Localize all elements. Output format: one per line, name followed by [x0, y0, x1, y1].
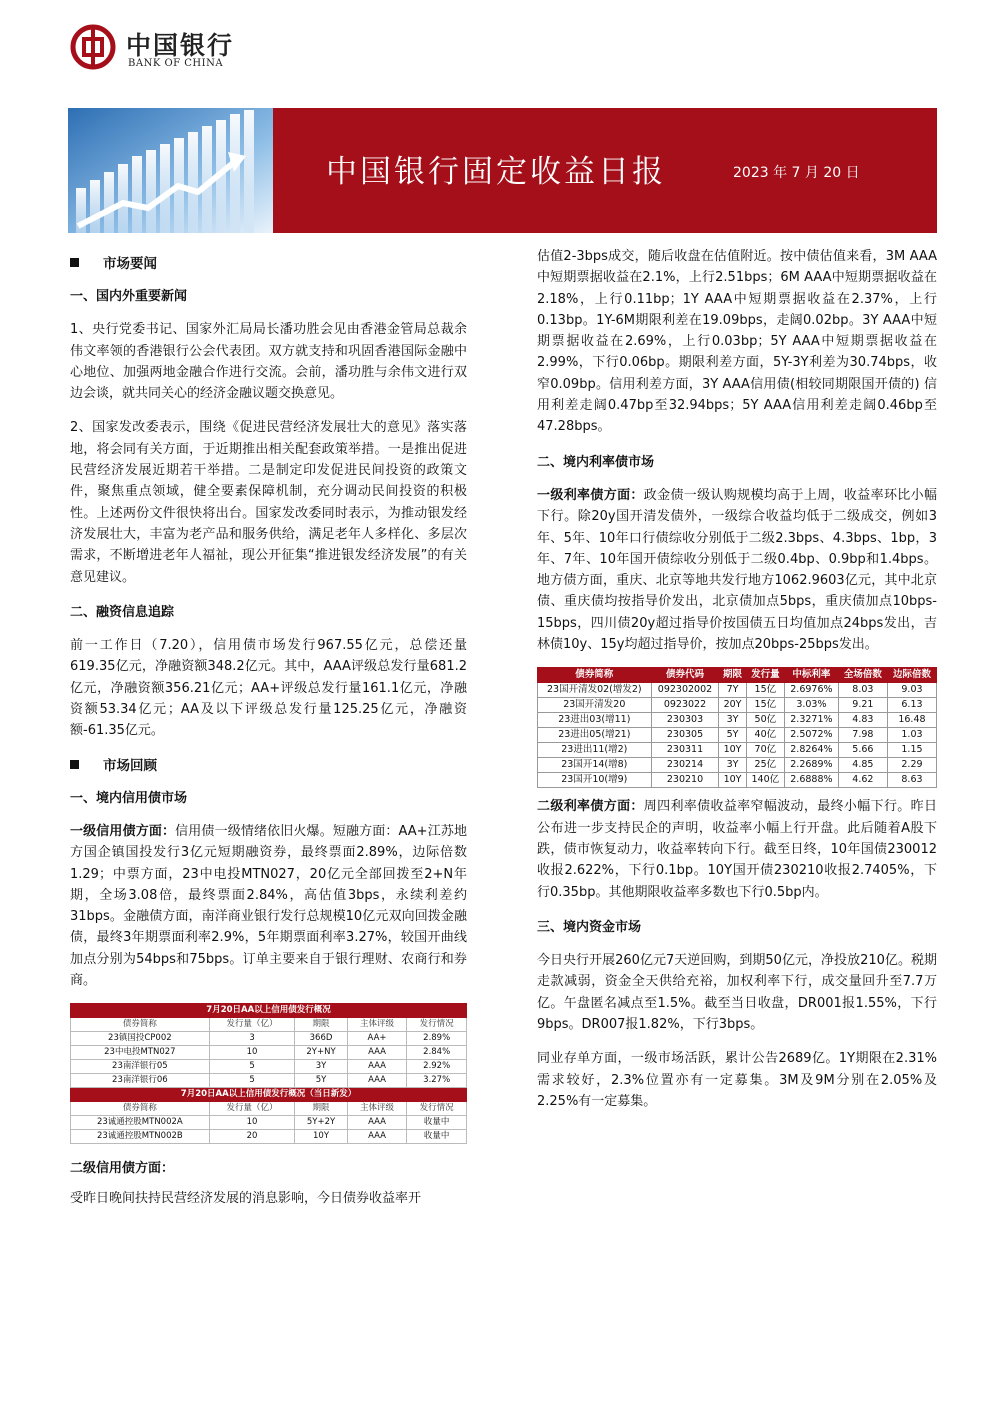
table-cell: 5Y	[295, 1074, 347, 1088]
subheading-domestic-news: 一、国内外重要新闻	[70, 289, 188, 304]
secondary-rate-lead: 二级利率债方面：	[537, 799, 644, 815]
cd-market-paragraph: 同业存单方面，一级市场活跃，累计公告2689亿。1Y期限在2.31%需求较好，2.3%位置亦有一定募集。3M及9M分别在2.05%及2.25%有一定募集。	[537, 1051, 937, 1109]
table-cell: 092302002	[651, 683, 719, 698]
table-header-cell: 主体评级	[347, 1018, 407, 1032]
table-cell: 8.63	[887, 773, 936, 788]
table-cell: 3Y	[719, 713, 746, 728]
table-cell: 2.92%	[407, 1060, 467, 1074]
table-header-cell: 债券简称	[538, 668, 652, 683]
table-row	[71, 1060, 467, 1074]
table-header-cell: 期限	[295, 1102, 347, 1116]
table-row	[538, 758, 937, 773]
table-cell: 2.29	[887, 758, 936, 773]
table-row	[538, 728, 937, 743]
table-cell: 40亿	[746, 728, 784, 743]
table-cell: 3.03%	[784, 698, 838, 713]
news-paragraph-1: 1、央行党委书记、国家外汇局局长潘功胜会见由香港金管局总裁余伟文率领的香港银行公会代表团。双方就支持和巩固香港国际金融中心地位、加强两地金融合作进行交流。会前，潘功胜与余伟文进行双边会谈，就共同关心的经济金融议题交换意见。	[70, 322, 467, 402]
table-header-cell: 发行情况	[407, 1102, 467, 1116]
table-header-cell: 期限	[295, 1018, 347, 1032]
primary-rate-paragraph: 一级利率债方面：政金债一级认购规模均高于上周，收益率环比小幅下行。除20y国开清发债外，一级综合收益均低于二级成交，例如3年、5年、10年口行债综收分别低于二级2.3bps、4.3bps、1bp，3年、7年、10年国开债综收分别低于二级0.4bp、0.9bp和1.4bps。地方债方面，重庆、北京等地共发行地方1062.9603亿元，其中北京债、重庆债均按指导价发出，北京债加点5bps，重庆债加点10bps-15bps，四川债20y超过指导价按国债五日均值加点24bps发出，吉林债10y、15y均超过指导价，按加点20bps-25bps发出。	[537, 487, 937, 653]
table-row	[71, 1074, 467, 1088]
table-header-cell: 发行情况	[407, 1018, 467, 1032]
secondary-credit-lead-line	[70, 1158, 467, 1179]
table-header-cell: 边际倍数	[887, 668, 936, 683]
table-caption: 7月20日AA以上信用债发行概况	[71, 1004, 467, 1018]
table-cell: 230210	[651, 773, 719, 788]
table-row	[538, 698, 937, 713]
table-header-cell: 发行量（亿）	[209, 1018, 295, 1032]
table-cell: 4.85	[838, 758, 887, 773]
primary-credit-lead: 一级信用债方面：	[70, 823, 176, 839]
table-header-cell: 债券代码	[651, 668, 719, 683]
table-header-cell: 发行量（亿）	[209, 1102, 295, 1116]
table-cell: 1.03	[887, 728, 936, 743]
table-header-cell: 主体评级	[347, 1102, 407, 1116]
table-cell: 140亿	[746, 773, 784, 788]
bank-of-china-emblem-icon	[70, 24, 116, 70]
table-cell: 2.6888%	[784, 773, 838, 788]
table-cell: AAA	[347, 1074, 407, 1088]
table-cell: 23进出03(增11)	[538, 713, 652, 728]
table-header-cell: 债券简称	[71, 1018, 210, 1032]
table-cell: 23国开14(增8)	[538, 758, 652, 773]
table-cell: 5	[209, 1074, 295, 1088]
right-column	[537, 246, 937, 1112]
table-cell: 20Y	[719, 698, 746, 713]
table-row	[538, 713, 937, 728]
table-cell: 230311	[651, 743, 719, 758]
bank-name-en: BANK OF CHINA	[128, 58, 224, 69]
section-heading-market-review: 市场回顾	[70, 756, 467, 778]
table-cell: 收量中	[407, 1130, 467, 1144]
primary-credit-paragraph: 一级信用债方面：信用债一级情绪依旧火爆。短融方面：AA+江苏地方国企镇国投发行3亿元短期融资券，最终票面2.89%，边际倍数1.29；中票方面，23中电投MTN027，20亿元全部回拨至2+N年期，全场3.08倍，最终票面2.84%，高估值3bps，永续利差约31bps。金融债方面，南洋商业银行发行总规模10亿元双向回拨金融债，最终3年期票面利率2.9%，5年期票面利率3.27%，较国开曲线加点分别为54bps和75bps。订单主要来自于银行理财、农商行和券商。	[70, 823, 467, 989]
table-cell: 23进出11(增2)	[538, 743, 652, 758]
table-cell: 23国开10(增9)	[538, 773, 652, 788]
table-cell: 20	[209, 1130, 295, 1144]
table-cell: 2.8264%	[784, 743, 838, 758]
table-cell: 2.3271%	[784, 713, 838, 728]
table-header-row	[71, 1102, 467, 1116]
table-cell: 2.2689%	[784, 758, 838, 773]
report-date: 2023 年 7 月 20 日	[733, 165, 860, 181]
subheading-money-market: 三、境内资金市场	[537, 919, 642, 935]
table-row	[71, 1032, 467, 1046]
credit-issuance-table	[70, 1003, 467, 1144]
table-header-row	[538, 668, 937, 683]
table-cell: 4.83	[838, 713, 887, 728]
table-cell: 230305	[651, 728, 719, 743]
table-cell: AAA	[347, 1116, 407, 1130]
table-cell: 5	[209, 1060, 295, 1074]
bank-logo	[70, 22, 270, 72]
rate-bond-issuance-table	[537, 667, 937, 788]
table-cell: 70亿	[746, 743, 784, 758]
table-cell: 9.03	[887, 683, 936, 698]
table-cell: 15亿	[746, 698, 784, 713]
table-cell: AAA	[347, 1130, 407, 1144]
primary-rate-lead: 一级利率债方面：	[537, 487, 644, 503]
table-cell: 2.6976%	[784, 683, 838, 698]
table-cell: AAA	[347, 1060, 407, 1074]
table-cell: 5.66	[838, 743, 887, 758]
table-cell: 50亿	[746, 713, 784, 728]
money-market-paragraph: 今日央行开展260亿元7天逆回购，到期50亿元，净投放210亿。税期走款减弱，资金全天供给充裕，加权利率下行，成交量回升至7.7万亿。午盘匿名减点至1.5%。截至当日收盘，DR001报1.55%，下行9bps。DR007报1.82%，下行3bps。	[537, 953, 937, 1033]
square-bullet-icon	[70, 258, 79, 267]
table-cell: 4.62	[838, 773, 887, 788]
table-cell: 23南洋银行06	[71, 1074, 210, 1088]
table-cell: 3Y	[719, 758, 746, 773]
table-cell: 230214	[651, 758, 719, 773]
table-cell: 23中电投MTN027	[71, 1046, 210, 1060]
table-cell: 366D	[295, 1032, 347, 1046]
table-cell: 9.21	[838, 698, 887, 713]
bank-name-cn: 中国银行	[126, 31, 235, 60]
table-cell: 2Y+NY	[295, 1046, 347, 1060]
table-cell: 2.89%	[407, 1032, 467, 1046]
section-heading-market-news: 市场要闻	[70, 254, 467, 276]
table-cell: 0923022	[651, 698, 719, 713]
table-cell: 230303	[651, 713, 719, 728]
subheading-credit-bond-market: 一、境内信用债市场	[70, 790, 188, 806]
table-cell: 23国开清发02(增发2)	[538, 683, 652, 698]
table-cell: 7.98	[838, 728, 887, 743]
table-cell: 23南洋银行05	[71, 1060, 210, 1074]
table-cell: 2.84%	[407, 1046, 467, 1060]
table-header-cell: 中标利率	[784, 668, 838, 683]
table-cell: 3Y	[295, 1060, 347, 1074]
secondary-rate-paragraph: 二级利率债方面：周四利率债收益率窄幅波动，最终小幅下行。昨日公布进一步支持民企的声明，收益率小幅上行开盘。此后随着A股下跌，债市恢复动力，收益率转向下行。截至日终，10年国债230012收报2.622%，下行0.1bp。10Y国开债230210收报2.7405%，下行0.35bp。其他期限收益率多数也下行0.5bp内。	[537, 799, 937, 900]
table-cell: 10Y	[719, 773, 746, 788]
banner-growth-chart-image	[68, 108, 273, 233]
table-header-cell: 全场倍数	[838, 668, 887, 683]
table-header-row	[71, 1018, 467, 1032]
table-row	[71, 1046, 467, 1060]
table-cell: 23诚通控股MTN002A	[71, 1116, 210, 1130]
secondary-credit-paragraph: 受昨日晚间扶持民营经济发展的消息影响，今日债券收益率开	[70, 1190, 422, 1206]
left-column	[70, 246, 467, 1209]
table-cell: 3	[209, 1032, 295, 1046]
table-cell: 10Y	[295, 1130, 347, 1144]
table-cell: 6.13	[887, 698, 936, 713]
table-row	[71, 1130, 467, 1144]
table-header-cell: 发行量	[746, 668, 784, 683]
table-header-cell: 期限	[719, 668, 746, 683]
table-cell: 25亿	[746, 758, 784, 773]
table-cell: 8.03	[838, 683, 887, 698]
table-cell: 16.48	[887, 713, 936, 728]
table-row	[538, 683, 937, 698]
table-cell: 23国开清发20	[538, 698, 652, 713]
table-cell: 15亿	[746, 683, 784, 698]
table-row	[538, 773, 937, 788]
table-cell: 收量中	[407, 1116, 467, 1130]
table-caption-new: 7月20日AA以上信用债发行概况（当日新发）	[71, 1088, 467, 1102]
table-cell: AAA	[347, 1046, 407, 1060]
table-cell: 5Y+2Y	[295, 1116, 347, 1130]
table-cell: 23镇国投CP002	[71, 1032, 210, 1046]
table-header-cell: 债券简称	[71, 1102, 210, 1116]
table-cell: 23诚通控股MTN002B	[71, 1130, 210, 1144]
subheading-financing-tracking: 二、融资信息追踪	[70, 604, 175, 620]
financing-paragraph: 前一工作日（7.20），信用债市场发行967.55亿元，总偿还量619.35亿元，净融资额348.2亿元。其中，AAA评级总发行量681.2亿元，净融资额356.21亿元；AA+评级总发行量161.1亿元，净融资额53.34亿元；AA及以下评级总发行量125.25亿元，净融资额-61.35亿元。	[70, 638, 467, 739]
report-title: 中国银行固定收益日报	[326, 154, 666, 190]
table-cell: 10	[209, 1046, 295, 1060]
table-cell: 5Y	[719, 728, 746, 743]
secondary-credit-lead: 二级信用债方面：	[70, 1161, 175, 1177]
table-cell: 1.15	[887, 743, 936, 758]
subheading-rate-bond-market: 二、境内利率债市场	[537, 454, 655, 470]
table-cell: 3.27%	[407, 1074, 467, 1088]
table-row	[71, 1116, 467, 1130]
secondary-credit-continued: 估值2-3bps成交，随后收盘在估值附近。按中债估值来看，3M AAA中短期票据收益在2.1%，上行2.51bps；6M AAA中短期票据收益在2.18%，上行0.11bp；1Y AAA中短期票据收益在2.37%，上行0.13bp。1Y-6M期限利差在19.09bps，走阔0.02bp。3Y AAA中短期票据收益在2.69%，上行0.03bp；5Y AAA中短期票据收益在2.99%，下行0.06bp。期限利差方面，5Y-3Y利差为30.74bps，收窄0.09bp。信用利差方面，3Y AAA信用债(相较同期限国开债的) 信用利差走阔0.47bp至32.94bps；5Y AAA信用利差走阔0.46bp至47.28bps。	[537, 249, 937, 435]
table-cell: 10	[209, 1116, 295, 1130]
square-bullet-icon	[70, 760, 79, 769]
table-cell: 2.5072%	[784, 728, 838, 743]
table-cell: AA+	[347, 1032, 407, 1046]
table-cell: 7Y	[719, 683, 746, 698]
table-row	[538, 743, 937, 758]
table-cell: 10Y	[719, 743, 746, 758]
table-cell: 23进出05(增21)	[538, 728, 652, 743]
news-paragraph-2: 2、国家发改委表示，围绕《促进民营经济发展壮大的意见》落实落地，将会同有关方面，于近期推出相关配套政策举措。一是推出促进民营经济发展近期若干举措。二是制定印发促进民间投资的政策文件，聚焦重点领域，健全要素保障机制，充分调动民间投资的积极性。上述两份文件很快将出台。国家发改委同时表示，为推动银发经济发展壮大，丰富为老产品和服务供给，满足老年人多样化、多层次需求，不断增进老年人福祉，现公开征集“推进银发经济发展”的有关意见建议。	[70, 420, 467, 585]
report-banner	[68, 108, 937, 233]
